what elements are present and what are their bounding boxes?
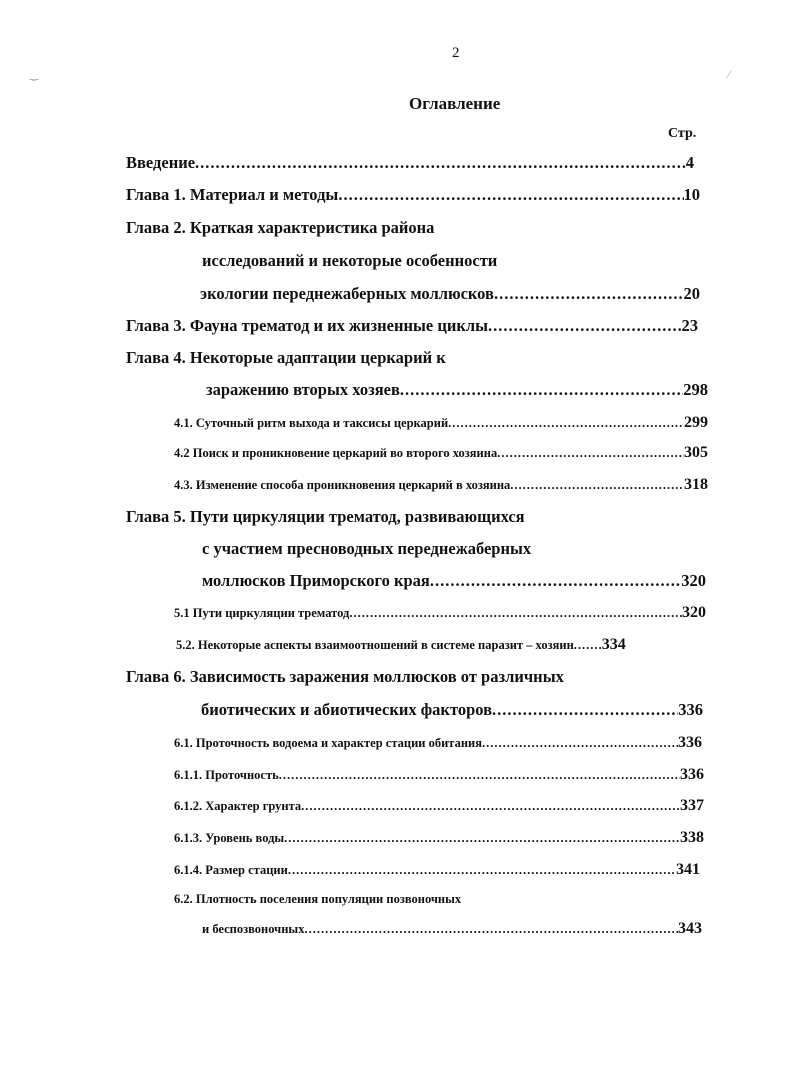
- toc-leader: [510, 478, 684, 493]
- toc-page-number: 343: [678, 920, 702, 937]
- toc-entry-text: Глава 3. Фауна трематод и их жизненные циклы: [126, 316, 488, 335]
- toc-leader: [304, 922, 678, 937]
- toc-leader: [400, 380, 683, 400]
- page-column-label: Стр.: [668, 126, 697, 141]
- toc-entry-chapter-2-line1: Глава 2. Краткая характеристика района: [126, 218, 435, 237]
- toc-page-number: 23: [681, 316, 698, 335]
- toc-entry-text: 6.1.2. Характер грунта: [174, 799, 302, 813]
- toc-leader: [492, 700, 678, 720]
- toc-entry-section-6-2-line1: 6.2. Плотность поселения популяции позвоночных: [174, 892, 462, 906]
- toc-entry-section-6-1-1: [174, 766, 704, 784]
- toc-entry-section-6-1-3: [174, 829, 704, 847]
- toc-entry-chapter-5-line2: с участием пресноводных переднежаберных: [202, 539, 532, 558]
- toc-entry-chapter-4-line1: Глава 4. Некоторые адаптации церкарий к: [126, 348, 446, 367]
- toc-entry-section-5-2: [176, 636, 706, 654]
- toc-leader: [279, 768, 680, 783]
- toc-entry-chapter-4: [206, 380, 708, 400]
- toc-entry-section-6-1: [174, 734, 702, 752]
- page-number: 2: [452, 45, 460, 61]
- toc-page-number: 318: [684, 476, 708, 493]
- page-title: Оглавление: [409, 94, 501, 113]
- toc-entry-text: заражению вторых хозяев: [206, 380, 400, 399]
- toc-page-number: 320: [681, 571, 706, 590]
- toc-entry-text: 4.3. Изменение способа проникновения церкарий в хозяина: [174, 478, 511, 492]
- toc-entry-section-4-3: [174, 476, 708, 494]
- toc-page-number: 336: [680, 766, 704, 783]
- toc-entry-intro: [126, 153, 694, 173]
- toc-leader: [488, 316, 682, 336]
- scan-speck: ‿: [30, 70, 39, 81]
- toc-entry-chapter-3: [126, 316, 698, 336]
- toc-page-number: 320: [682, 604, 706, 621]
- toc-page-number: 336: [678, 734, 702, 751]
- toc-entry-chapter-5: [202, 571, 706, 591]
- toc-leader: [430, 571, 681, 591]
- toc-entry-text: экологии переднежаберных моллюсков: [200, 284, 494, 303]
- toc-entry-section-5-1: [174, 604, 706, 622]
- scan-speck: ⁄: [728, 70, 730, 81]
- toc-entry-text: и беспозвоночных: [202, 922, 305, 936]
- toc-page-number: 10: [683, 185, 700, 204]
- toc-leader: [195, 153, 686, 173]
- toc-entry-section-4-2: [174, 444, 708, 462]
- toc-entry-text: 6.1. Проточность водоема и характер стации обитания: [174, 736, 483, 750]
- toc-entry-chapter-2-line2: исследований и некоторые особенности: [202, 251, 498, 270]
- toc-entry-text: Глава 1. Материал и методы: [126, 185, 339, 204]
- toc-entry-text: 4.1. Суточный ритм выхода и таксисы церкарий: [174, 416, 449, 430]
- toc-page-number: 298: [683, 380, 708, 399]
- toc-entry-text: 4.2 Поиск и проникновение церкарий во второго хозяина: [174, 446, 498, 460]
- toc-entry-text: Введение: [126, 153, 196, 172]
- toc-entry-chapter-5-line1: Глава 5. Пути циркуляции трематод, развивающихся: [126, 507, 525, 526]
- toc-leader: [494, 284, 684, 304]
- toc-entry-chapter-6-line1: Глава 6. Зависимость заражения моллюсков от различных: [126, 667, 564, 686]
- toc-page-number: 299: [684, 414, 708, 431]
- toc-entry-text: 5.2. Некоторые аспекты взаимоотношений в системе паразит – хозяин: [176, 638, 574, 652]
- toc-leader: [288, 863, 676, 878]
- toc-entry-section-6-2: [202, 920, 702, 938]
- toc-leader: [497, 446, 684, 461]
- toc-entry-text: моллюсков Приморского края: [202, 571, 430, 590]
- toc-leader: [574, 638, 602, 653]
- toc-page-number: 337: [680, 797, 704, 814]
- toc-page-number: 336: [678, 700, 703, 719]
- toc-leader: [482, 736, 678, 751]
- toc-entry-section-6-1-4: [174, 861, 700, 879]
- toc-leader: [349, 606, 682, 621]
- toc-entry-text: 6.1.4. Размер стации: [174, 863, 288, 877]
- toc-page-number: 4: [685, 153, 694, 172]
- toc-entry-section-6-1-2: [174, 797, 704, 815]
- toc-entry-chapter-2: [200, 284, 700, 304]
- toc-page-number: 341: [676, 861, 700, 878]
- toc-entry-text: 5.1 Пути циркуляции трематод: [174, 606, 350, 620]
- toc-entry-text: 6.1.1. Проточность: [174, 768, 279, 782]
- toc-entry-section-4-1: [174, 414, 708, 432]
- toc-leader: [284, 831, 680, 846]
- toc-entry-chapter-1: [126, 185, 700, 205]
- toc-entry-text: 6.1.3. Уровень воды: [174, 831, 285, 845]
- toc-page-number: 305: [684, 444, 708, 461]
- toc-leader: [448, 416, 684, 431]
- toc-page-number: 334: [601, 636, 626, 653]
- toc-entry-text: биотических и абиотических факторов: [201, 700, 493, 719]
- toc-leader: [338, 185, 683, 205]
- toc-leader: [301, 799, 680, 814]
- toc-page-number: 20: [683, 284, 700, 303]
- toc-entry-chapter-6: [201, 700, 703, 720]
- toc-page-number: 338: [680, 829, 704, 846]
